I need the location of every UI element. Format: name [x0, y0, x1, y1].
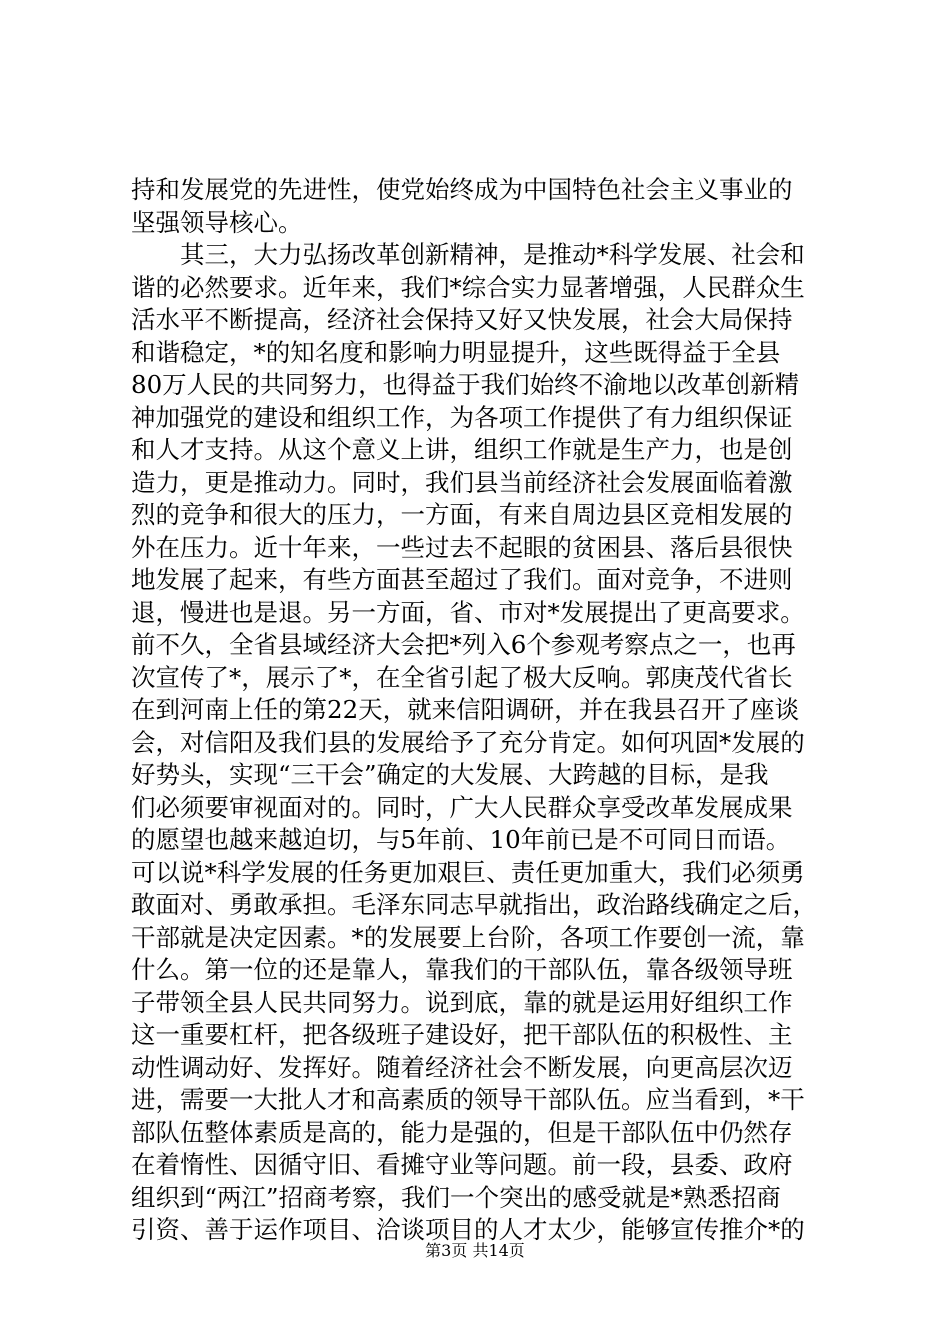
text-line: 可以说*科学发展的任务更加艰巨、责任更加重大，我们必须勇 [131, 857, 805, 887]
text-line: 动性调动好、发挥好。随着经济社会不断发展，向更高层次迈 [131, 1052, 793, 1082]
text-line: 前不久，全省县域经济大会把*列入6个参观考察点之一，也再 [131, 630, 796, 659]
text-line: 子带领全县人民共同努力。说到底，靠的就是运用好组织工作 [131, 987, 793, 1017]
text-line: 其三，大力弘扬改革创新精神，是推动*科学发展、社会和 [131, 240, 805, 269]
page-footer [0, 1240, 950, 1262]
text-line: 活水平不断提高，经济社会保持又好又快发展，社会大局保持 [131, 305, 793, 334]
text-line: 80万人民的共同努力，也得益于我们始终不渝地以改革创新精 [131, 370, 800, 399]
text-line: 们必须要审视面对的。同时，广大人民群众享受改革发展成果 [131, 792, 793, 822]
text-line: 次宣传了*，展示了*，在全省引起了极大反响。郭庚茂代省长 [131, 662, 793, 692]
text-line: 引资、善于运作项目、洽谈项目的人才太少，能够宣传推介*的 [131, 1215, 805, 1244]
text-line: 神加强党的建设和组织工作，为各项工作提供了有力组织保证 [131, 402, 793, 432]
text-line: 退，慢进也是退。另一方面，省、市对*发展提出了更高要求。 [131, 597, 805, 627]
text-line: 敢面对、勇敢承担。毛泽东同志早就指出，政治路线确定之后， [131, 890, 817, 919]
text-line: 在到河南上任的第22天，就来信阳调研，并在我县召开了座谈 [131, 695, 800, 724]
page-number-label: 第3页 共14页 [425, 1241, 525, 1260]
text-line: 的愿望也越来越迫切，与5年前、10年前已是不可同日而语。 [131, 825, 791, 854]
text-line: 造力，更是推动力。同时，我们县当前经济社会发展面临着激 [131, 467, 793, 497]
text-line: 组织到“两江”招商考察，我们一个突出的感受就是*熟悉招商 [131, 1182, 781, 1212]
text-line: 地发展了起来，有些方面甚至超过了我们。面对竞争，不进则 [131, 565, 793, 594]
text-line: 会，对信阳及我们县的发展给予了充分肯定。如何巩固*发展的 [131, 727, 805, 757]
text-line: 这一重要杠杆，把各级班子建设好，把干部队伍的积极性、主 [131, 1020, 793, 1049]
text-line: 外在压力。近十年来，一些过去不起眼的贫困县、落后县很快 [131, 532, 793, 562]
text-line: 好势头，实现“三干会”确定的大发展、大跨越的目标，是我 [131, 760, 769, 789]
text-line: 谐的必然要求。近年来，我们*综合实力显著增强，人民群众生 [131, 272, 805, 302]
text-line: 进，需要一大批人才和高素质的领导干部队伍。应当看到，*干 [131, 1085, 805, 1114]
text-line: 坚强领导核心。 [131, 207, 303, 237]
text-line: 干部就是决定因素。*的发展要上台阶，各项工作要创一流，靠 [131, 922, 805, 952]
text-line: 烈的竞争和很大的压力，一方面，有来自周边县区竞相发展的 [131, 500, 793, 529]
text-line: 和人才支持。从这个意义上讲，组织工作就是生产力，也是创 [131, 435, 793, 464]
text-line: 和谐稳定，*的知名度和影响力明显提升，这些既得益于全县 [131, 337, 781, 367]
text-line: 在着惰性、因循守旧、看摊守业等问题。前一段，县委、政府 [131, 1150, 793, 1179]
body-text [131, 174, 831, 1247]
text-line: 持和发展党的先进性，使党始终成为中国特色社会主义事业的 [131, 175, 793, 204]
text-line: 部队伍整体素质是高的，能力是强的，但是干部队伍中仍然存 [131, 1117, 793, 1147]
text-line: 什么。第一位的还是靠人，靠我们的干部队伍，靠各级领导班 [131, 955, 793, 984]
